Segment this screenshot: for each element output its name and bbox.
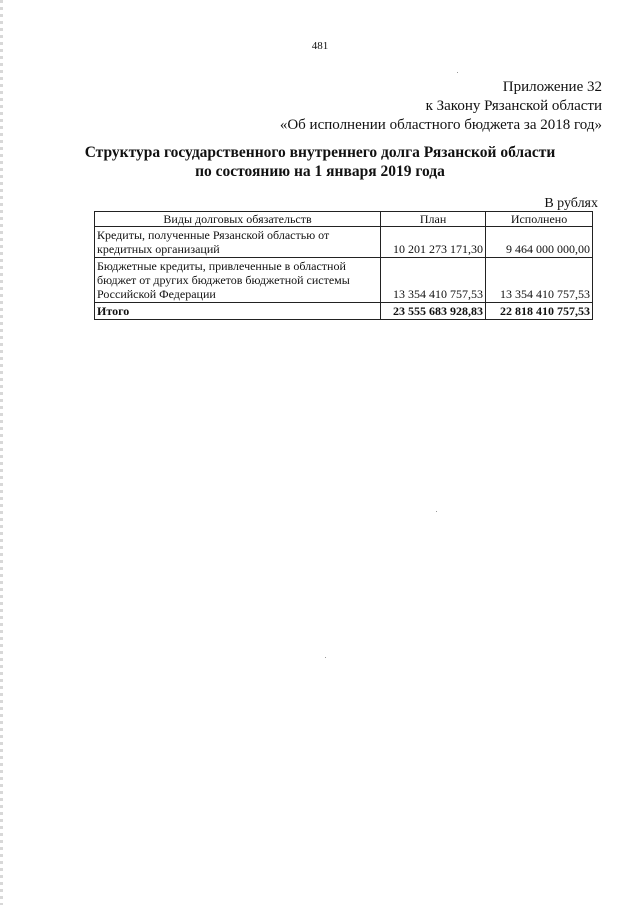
table-header-row: [95, 212, 593, 227]
total-plan-value: 23 555 683 928,83: [381, 303, 486, 320]
table-row: [95, 258, 593, 303]
row-executed-value: 9 464 000 000,00: [486, 227, 593, 258]
header-debt-types: Виды долговых обязательств: [95, 212, 381, 227]
total-label: Итого: [95, 303, 381, 320]
row-name: Кредиты, полученные Рязанской областью от кредитных организаций: [95, 227, 381, 258]
row-executed-value: 13 354 410 757,53: [486, 258, 593, 303]
appendix-line-3: «Об исполнении областного бюджета за 2018 год»: [279, 117, 602, 133]
debt-structure-table: [94, 211, 593, 320]
appendix-block: [280, 78, 602, 135]
header-plan: План: [381, 212, 486, 227]
scan-edge: [0, 0, 3, 905]
scan-speck: [325, 657, 326, 658]
total-executed-value: 22 818 410 757,53: [486, 303, 593, 320]
appendix-line-1: Приложение 32: [502, 79, 602, 95]
row-plan-value: 13 354 410 757,53: [381, 258, 486, 303]
document-title: [0, 143, 640, 181]
unit-note: В рублях: [544, 196, 598, 211]
appendix-line-2: к Закону Рязанской области: [425, 98, 602, 114]
title-line-2: по состоянию на 1 января 2019 года: [195, 163, 445, 180]
row-plan-value: 10 201 273 171,30: [381, 227, 486, 258]
scan-speck: [436, 511, 437, 512]
page-number: 481: [311, 40, 329, 52]
title-line-1: Структура государственного внутреннего долга Рязанской области: [84, 144, 556, 161]
table-total-row: [95, 303, 593, 320]
header-executed: Исполнено: [486, 212, 593, 227]
row-name: Бюджетные кредиты, привлеченные в областной бюджет от других бюджетов бюджетной системы Российской Федерации: [95, 258, 381, 303]
scan-speck: [457, 72, 458, 73]
table-row: [95, 227, 593, 258]
